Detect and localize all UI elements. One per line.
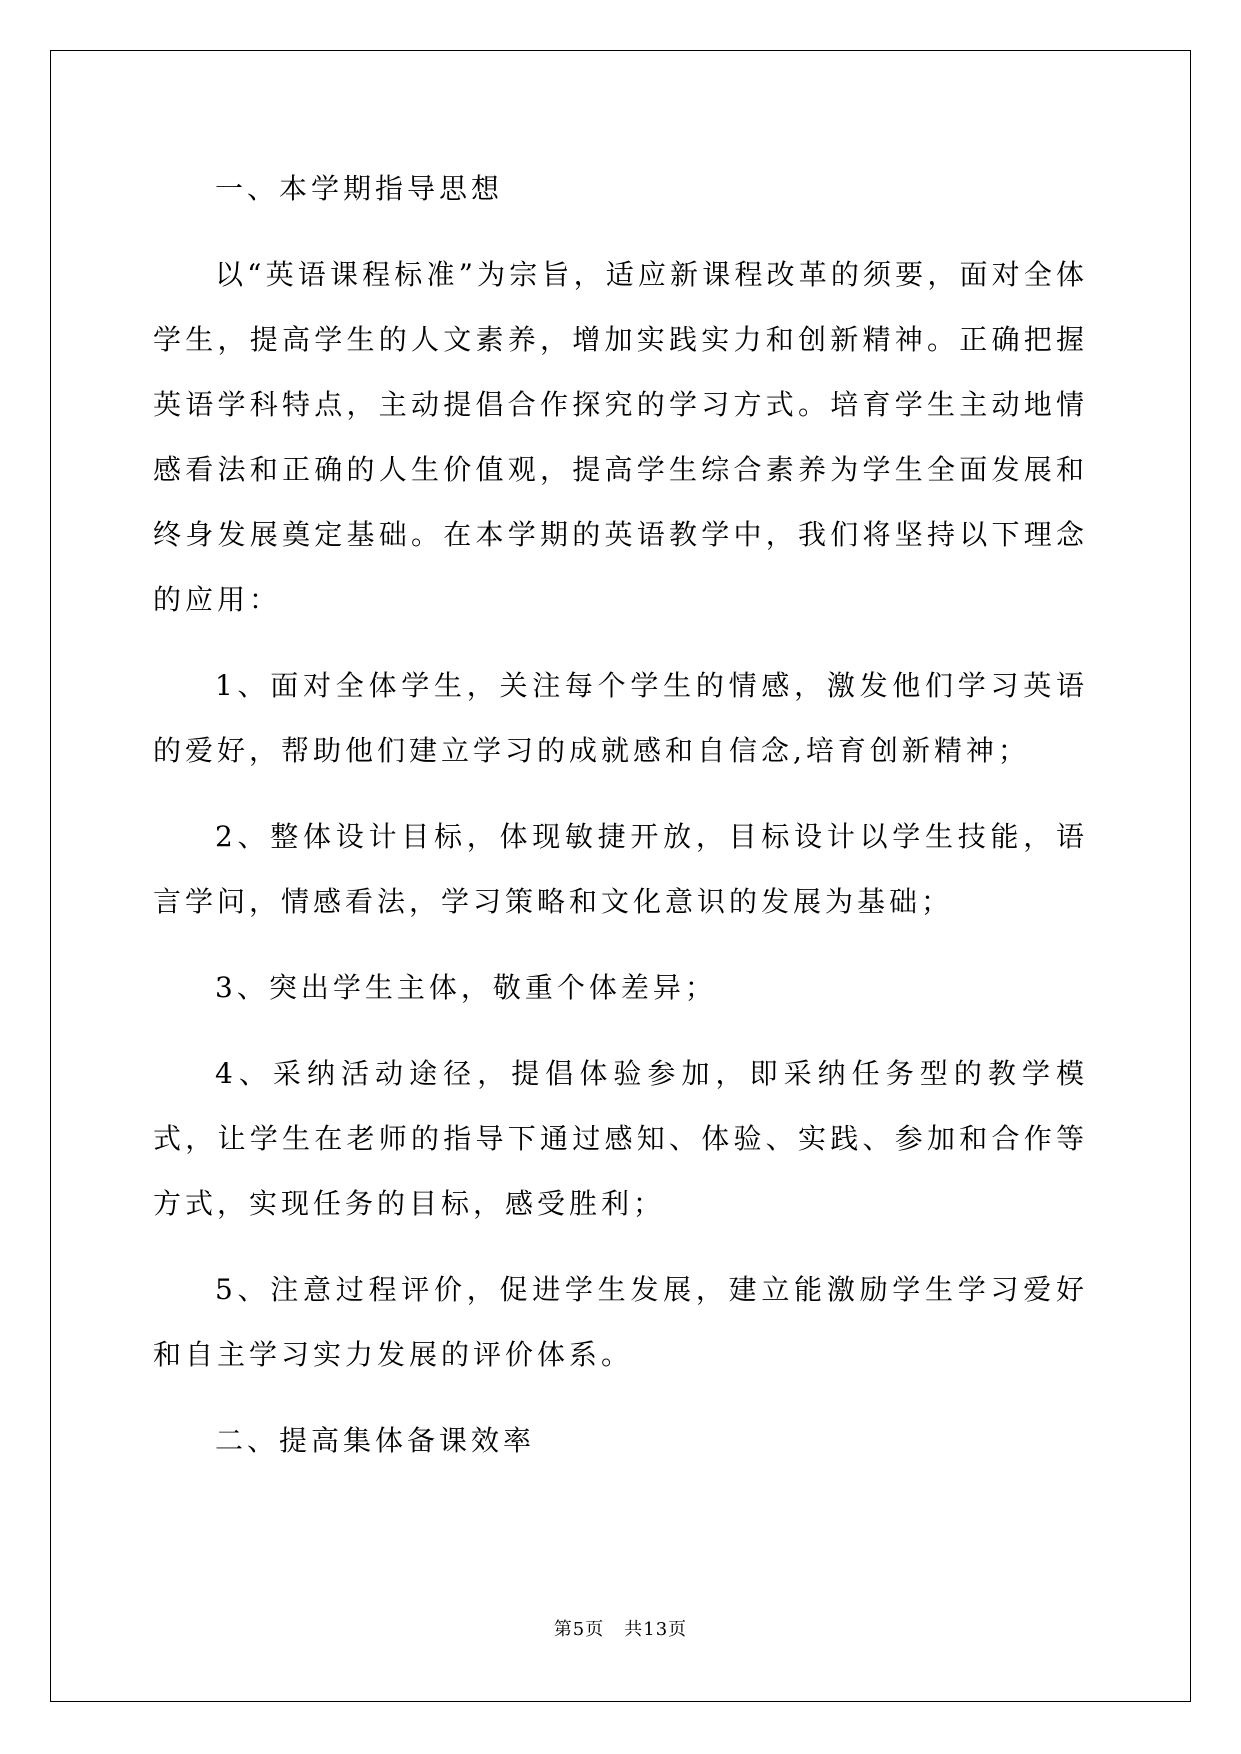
section-heading-1: 一、本学期指导思想 [215,172,504,205]
list-item-4: 4、采纳活动途径，提倡体验参加，即采纳任务型的教学模式，让学生在老师的指导下通过感知、体验、实践、参加和合作等方式，实现任务的目标，感受胜利； [153,1057,1088,1220]
page-footer [0,1618,1241,1642]
list-item-5: 5、注意过程评价，促进学生发展，建立能激励学生学习爱好和自主学习实力发展的评价体系。 [153,1273,1088,1371]
paragraph-guiding-ideology: 以“英语课程标准”为宗旨，适应新课程改革的须要，面对全体学生，提高学生的人文素养，增加实践实力和创新精神。正确把握英语学科特点，主动提倡合作探究的学习方式。培育学生主动地情感看法和正确的人生价值观，提高学生综合素养为学生全面发展和终身发展奠定基础。在本学期的英语教学中，我们将坚持以下理念的应用： [153,258,1088,616]
list-item-1: 1、面对全体学生，关注每个学生的情感，激发他们学习英语的爱好，帮助他们建立学习的成就感和自信念,培育创新精神； [153,669,1088,767]
document-body [153,156,1088,1473]
list-item-2: 2、整体设计目标，体现敏捷开放，目标设计以学生技能，语言学问，情感看法，学习策略和文化意识的发展为基础； [153,820,1088,918]
page-number: 第5页 [553,1619,605,1640]
section-heading-2: 二、提高集体备课效率 [215,1424,536,1457]
list-item-3: 3、突出学生主体，敬重个体差异； [215,971,717,1004]
page-total: 共13页 [624,1619,688,1640]
